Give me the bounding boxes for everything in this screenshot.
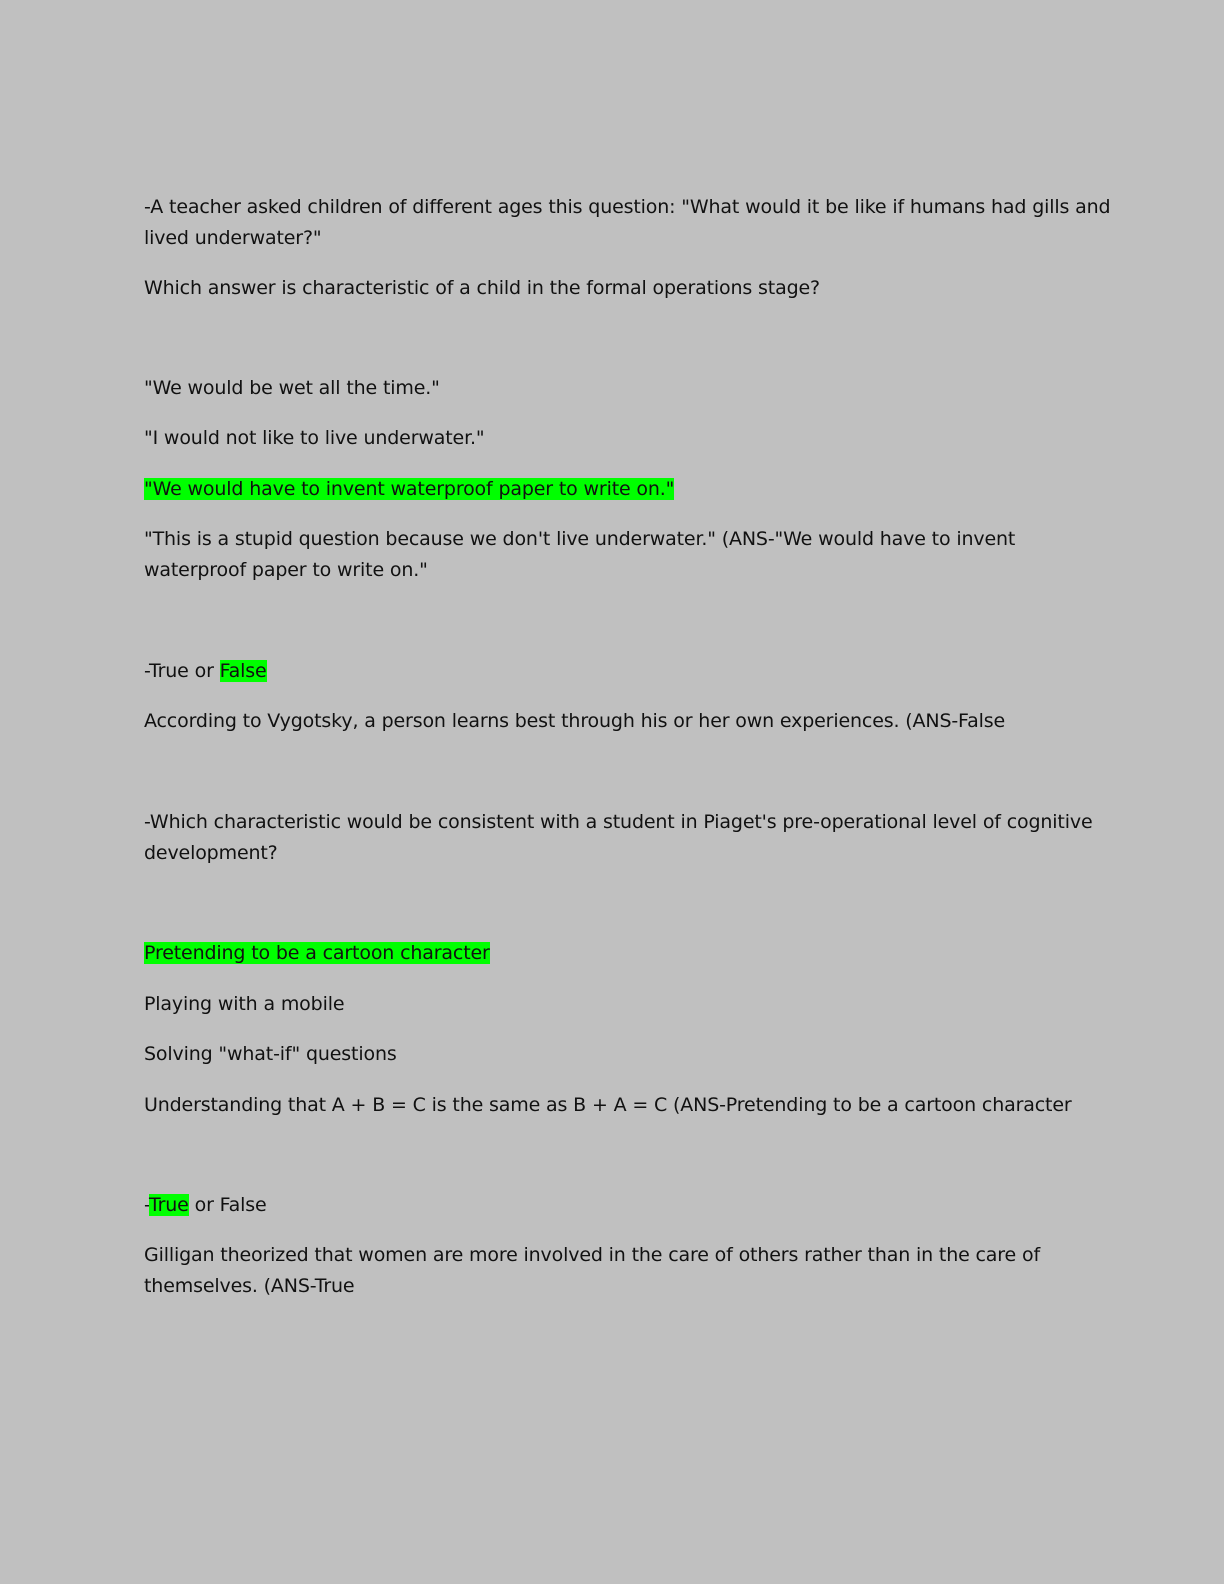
q1-option-a: "We would be wet all the time." bbox=[144, 377, 440, 399]
q1-option-c bbox=[144, 474, 674, 505]
q4-suffix: or False bbox=[188, 1194, 267, 1216]
q2-header bbox=[144, 656, 267, 687]
q1-option-c-highlight: "We would have to invent waterproof paper to write on." bbox=[144, 478, 675, 500]
q3-option-c: Solving "what-if" questions bbox=[144, 1043, 397, 1065]
q2-highlight: False bbox=[219, 660, 267, 682]
q1-option-b: "I would not like to live underwater." bbox=[144, 427, 485, 449]
q3-stem-line2: development? bbox=[144, 842, 278, 864]
q4-statement-line1: Gilligan theorized that women are more involved in the care of others rather than in the care of bbox=[144, 1244, 1040, 1266]
q3-option-a bbox=[144, 938, 490, 969]
q1-option-d-line1: "This is a stupid question because we don't live underwater." (ANS-"We would have to invent bbox=[144, 528, 1016, 550]
q3-stem-line1: -Which characteristic would be consistent with a student in Piaget's pre-operational level of cognitive bbox=[144, 811, 1093, 833]
q1-stem-line2: lived underwater?" bbox=[144, 227, 322, 249]
q3-option-d: Understanding that A + B = C is the same as B + A = C (ANS-Pretending to be a cartoon character bbox=[144, 1094, 1072, 1116]
q4-prefix: - bbox=[144, 1194, 149, 1216]
q1-option-d-line2: waterproof paper to write on." bbox=[144, 559, 428, 581]
q4-highlight: True bbox=[148, 1194, 189, 1216]
q2-prefix: -True or bbox=[144, 660, 220, 682]
q1-prompt: Which answer is characteristic of a child in the formal operations stage? bbox=[144, 277, 820, 299]
q4-header bbox=[144, 1190, 267, 1221]
q3-option-b: Playing with a mobile bbox=[144, 993, 345, 1015]
q3-option-a-highlight: Pretending to be a cartoon character bbox=[144, 942, 490, 964]
q1-stem-line1: -A teacher asked children of different ages this question: "What would it be like if humans had gills and bbox=[144, 196, 1111, 218]
q4-statement-line2: themselves. (ANS-True bbox=[144, 1275, 355, 1297]
q2-statement: According to Vygotsky, a person learns best through his or her own experiences. (ANS-False bbox=[144, 710, 1006, 732]
